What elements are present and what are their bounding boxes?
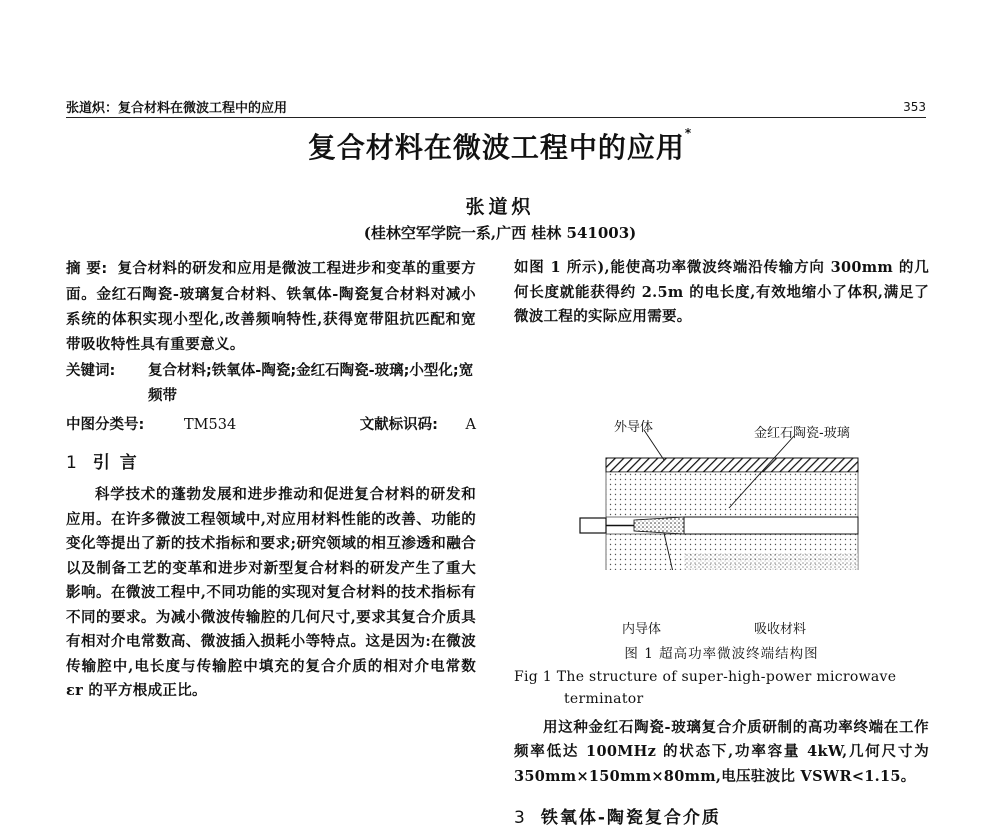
section-1-number: 1	[66, 453, 79, 473]
inner-conductor	[684, 517, 858, 534]
document-code-label: 文献标识码:	[359, 417, 438, 433]
keywords-label: 关键词:	[66, 363, 116, 379]
classification-value: TM534	[184, 417, 237, 433]
author-affiliation: (桂林空军学院一系,广西 桂林 541003)	[363, 224, 637, 242]
article-title	[0, 126, 1000, 166]
section-3-title: 铁氧体-陶瓷复合介质	[540, 808, 721, 828]
continuation-paragraph: 如图 1 所示),能使高功率微波终端沿传输方向 300mm 的几何长度就能获得约 2.5m 的电长度,有效地缩小了体积,满足了微波工程的实际应用需要。	[514, 259, 929, 325]
label-outer-conductor: 外导体	[614, 419, 654, 435]
figure-1	[514, 338, 929, 637]
label-inner-conductor: 内导体	[622, 621, 662, 637]
document-code-value: A	[465, 417, 476, 433]
keywords	[66, 359, 476, 409]
absorber-region	[684, 553, 858, 570]
taper-transition	[634, 517, 684, 534]
abstract-label: 摘 要:	[66, 261, 108, 277]
figure-caption-cn: 图 1 超高功率微波终端结构图	[624, 645, 819, 662]
section-1-title: 引 言	[92, 453, 139, 473]
terminator-diagram	[514, 338, 929, 570]
left-column	[66, 256, 476, 704]
classification-line	[66, 412, 476, 438]
dielectric-top	[606, 472, 858, 517]
keywords-text: 复合材料;铁氧体-陶瓷;金红石陶瓷-玻璃;小型化;宽频带	[148, 363, 474, 404]
classification-label: 中图分类号:	[66, 417, 145, 433]
page-number: 353	[903, 100, 926, 114]
article-title-text: 复合材料在微波工程中的应用	[307, 131, 685, 164]
abstract-text: 复合材料的研发和应用是微波工程进步和变革的重要方面。金红石陶瓷-玻璃复合材料、铁氧体-陶瓷复合材料对减小系统的体积实现小型化,改善频响特性,获得宽带阻抗匹配和宽带吸收特性具有重要意义。	[66, 260, 476, 353]
figure-caption-en: Fig 1 The structure of super-high-power microwave terminator	[514, 668, 897, 707]
title-footnote-mark: *	[684, 126, 693, 140]
right-column	[514, 256, 929, 838]
author-name: 张道炽	[465, 196, 535, 218]
terminator-paragraph: 用这种金红石陶瓷-玻璃复合介质研制的高功率终端在工作频率低达 100MHz 的状态下,功率容量 4kW,几何尺寸为 350mm×150mm×80mm,电压驻波比 VSWR<1.15。	[514, 718, 929, 785]
label-absorbing-material: 吸收材料	[754, 621, 807, 637]
section-1-paragraph: 科学技术的蓬勃发展和进步推动和促进复合材料的研发和应用。在许多微波工程领域中,对应用材料性能的改善、功能的变化等提出了新的技术指标和要求;研究领域的相互渗透和融合以及制备工艺的变革和进步对新型复合材料的研发产生了重大影响。在微波工程中,不同功能的实现对复合材料的技术指标有不同的要求。为减小微波传输腔的几何尺寸,要求其复合介质具有相对介电常数高、微波插入损耗小等特点。这是因为:在微波传输腔中,电长度与传输腔中填充的复合介质的相对介电常数 εr 的平方根成正比。	[66, 486, 476, 699]
section-3-number: 3	[514, 808, 527, 828]
running-head	[66, 97, 926, 118]
label-rutile-glass: 金红石陶瓷-玻璃	[754, 425, 850, 441]
abstract	[66, 256, 476, 357]
running-title: 张道炽：复合材料在微波工程中的应用	[66, 101, 288, 116]
outer-conductor-top	[606, 458, 858, 472]
section-3-heading	[514, 803, 929, 828]
section-1-heading	[66, 448, 476, 473]
input-connector	[580, 518, 606, 533]
